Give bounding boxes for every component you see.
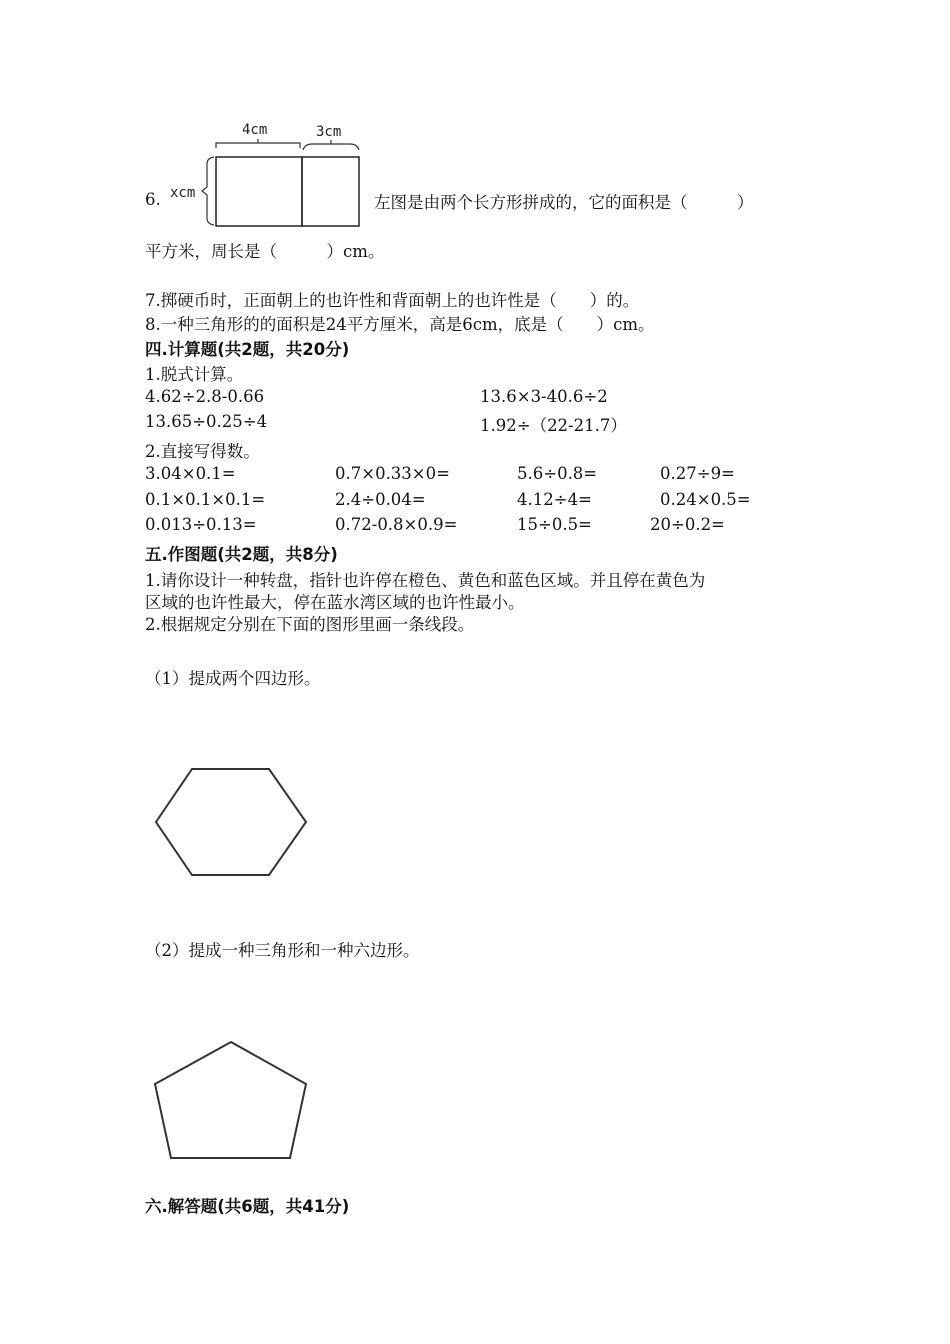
- s4-p1-item: 13.6×3-40.6÷2: [480, 387, 608, 406]
- section6-title: 六.解答题(共6题，共41分): [145, 1197, 350, 1216]
- label-3cm: 3cm: [316, 124, 342, 140]
- s4-p2-cell: 0.72-0.8×0.9=: [335, 515, 458, 534]
- s5-sub2: （2）提成一种三角形和一种六边形。: [145, 941, 420, 960]
- s5-p2: 2.根据规定分别在下面的图形里画一条线段。: [145, 615, 475, 634]
- q6-text-b: 平方米，周长是（ ）cm。: [145, 242, 385, 261]
- s5-p1-line1: 1.请你设计一种转盘，指针也许停在橙色、黄色和蓝色区域。并且停在黄色为: [145, 571, 706, 590]
- s4-p1-item: 13.65÷0.25÷4: [145, 412, 268, 431]
- s4-p2-cell: 0.7×0.33×0=: [335, 464, 450, 483]
- label-xcm: xcm: [170, 185, 196, 201]
- s4-p1-item: 4.62÷2.8-0.66: [145, 387, 265, 406]
- s4-p2-cell: 3.04×0.1=: [145, 464, 236, 483]
- s4-p1-title: 1.脱式计算。: [145, 365, 244, 384]
- pentagon-shape: [155, 1042, 306, 1158]
- s4-p1-item: 1.92÷（22-21.7）: [480, 416, 627, 435]
- section4-title: 四.计算题(共2题，共20分): [145, 340, 350, 359]
- s4-p2-cell: 0.27÷9=: [660, 464, 735, 483]
- q8-text: 8.一种三角形的的面积是24平方厘米，高是6cm，底是（ ）cm。: [145, 315, 655, 334]
- q6-number: 6.: [145, 190, 161, 209]
- s4-p2-cell: 5.6÷0.8=: [517, 464, 598, 483]
- s4-p2-cell: 15÷0.5=: [517, 515, 592, 534]
- s4-p2-cell: 20÷0.2=: [650, 515, 725, 534]
- s4-p2-cell: 4.12÷4=: [517, 490, 592, 509]
- q7-text: 7.掷硬币时，正面朝上的也许性和背面朝上的也许性是（ ）的。: [145, 291, 640, 310]
- s4-p2-cell: 0.1×0.1×0.1=: [145, 490, 266, 509]
- s4-p2-cell: 0.013÷0.13=: [145, 515, 257, 534]
- s4-p2-cell: 0.24×0.5=: [660, 490, 751, 509]
- s5-sub1: （1）提成两个四边形。: [145, 669, 321, 688]
- s4-p2-title: 2.直接写得数。: [145, 442, 260, 461]
- hexagon-shape: [156, 769, 306, 875]
- label-4cm: 4cm: [242, 122, 268, 138]
- q6-text-a: 左图是由两个长方形拼成的，它的面积是（ ）: [374, 193, 754, 212]
- s5-p1-line2: 区域的也许性最大，停在蓝水湾区域的也许性最小。: [145, 593, 525, 612]
- section5-title: 五.作图题(共2题，共8分): [145, 545, 338, 564]
- s4-p2-cell: 2.4÷0.04=: [335, 490, 426, 509]
